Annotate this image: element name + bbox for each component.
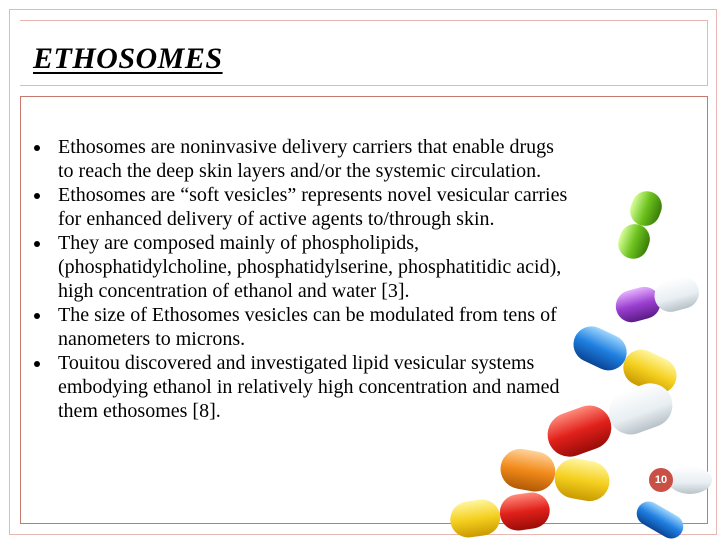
bullet-line: Touitou discovered and investigated lipid vesicular systems: [58, 352, 535, 374]
bullet-line: for enhanced delivery of active agents to/through skin.: [58, 208, 495, 230]
bullet-item: [33, 183, 683, 231]
bullet-line: to reach the deep skin layers and/or the systemic circulation.: [58, 160, 542, 182]
bullet-icon: [34, 313, 40, 319]
bullet-line: them ethosomes [8].: [58, 400, 221, 422]
bullet-line: high concentration of ethanol and water [3].: [58, 280, 410, 302]
slide-title: ETHOSOMES: [33, 42, 223, 75]
bullet-item: [33, 231, 683, 303]
bullet-line: Ethosomes are noninvasive delivery carriers that enable drugs: [58, 136, 554, 158]
bullet-list: [33, 135, 683, 423]
bullet-icon: [34, 241, 40, 247]
bullet-line: embodying ethanol in relatively high concentration and named: [58, 376, 560, 398]
bullet-item: [33, 303, 683, 351]
bullet-item: [33, 135, 683, 183]
page-number-badge: 10: [649, 468, 673, 492]
bullet-line: The size of Ethosomes vesicles can be modulated from tens of: [58, 304, 557, 326]
bullet-line: Ethosomes are “soft vesicles” represents novel vesicular carries: [58, 184, 568, 206]
bullet-line: They are composed mainly of phospholipids,: [58, 232, 420, 254]
bullet-icon: [34, 361, 40, 367]
bullet-icon: [34, 145, 40, 151]
bullet-icon: [34, 193, 40, 199]
bullet-item: [33, 351, 683, 423]
bullet-line: (phosphatidylcholine, phosphatidylserine, phosphatitidic acid),: [58, 256, 562, 278]
bullet-line: nanometers to microns.: [58, 328, 246, 350]
